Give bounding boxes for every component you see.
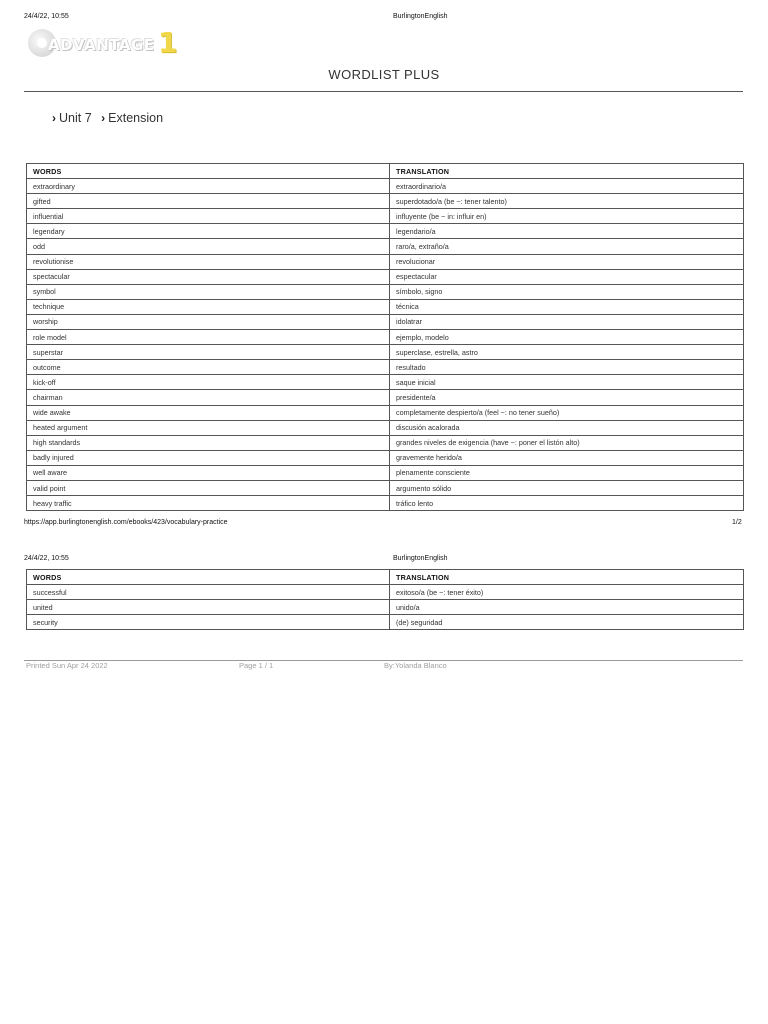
breadcrumb-section[interactable] [101, 111, 163, 125]
table-row [27, 375, 744, 390]
header-datetime-page2: 24/4/22, 10:55 [24, 555, 69, 562]
translation-cell: resultado [390, 360, 744, 375]
translation-cell: grandes niveles de exigencia (have ~: poner el listón alto) [390, 435, 744, 450]
table-row [27, 209, 744, 224]
word-cell: high standards [27, 435, 390, 450]
translation-cell: idolatrar [390, 314, 744, 329]
table-row [27, 194, 744, 209]
table-row [27, 615, 744, 630]
header-datetime: 24/4/22, 10:55 [24, 13, 69, 20]
word-cell: extraordinary [27, 179, 390, 194]
advantage-logo [28, 26, 178, 59]
page-url: https://app.burlingtonenglish.com/ebooks/423/vocabulary-practice [24, 519, 228, 526]
word-cell: technique [27, 299, 390, 314]
word-cell: badly injured [27, 450, 390, 465]
word-cell: role model [27, 330, 390, 345]
table-row [27, 284, 744, 299]
translation-cell: legendario/a [390, 224, 744, 239]
table-row [27, 239, 744, 254]
translation-cell: unido/a [390, 600, 744, 615]
table-row [27, 496, 744, 511]
word-cell: odd [27, 239, 390, 254]
translation-cell: revolucionar [390, 254, 744, 269]
word-cell: influential [27, 209, 390, 224]
wordlist-table-continued [26, 569, 744, 630]
table-row [27, 330, 744, 345]
translation-cell: superdotado/a (be ~: tener talento) [390, 194, 744, 209]
word-cell: heavy traffic [27, 496, 390, 511]
table-row [27, 420, 744, 435]
printed-by: By:Yolanda Blanco [384, 661, 447, 670]
table-row [27, 405, 744, 420]
breadcrumb-section-label: Extension [108, 111, 164, 125]
word-cell: legendary [27, 224, 390, 239]
word-cell: security [27, 615, 390, 630]
word-cell: revolutionise [27, 254, 390, 269]
translation-cell: completamente despierto/a (feel ~: no tener sueño) [390, 405, 744, 420]
word-cell: outcome [27, 360, 390, 375]
translation-cell: discusión acalorada [390, 420, 744, 435]
column-header-words: WORDS [27, 164, 390, 179]
word-cell: spectacular [27, 269, 390, 284]
breadcrumb [52, 111, 169, 125]
printed-date: Printed Sun Apr 24 2022 [26, 661, 108, 670]
table-row [27, 269, 744, 284]
table-row [27, 435, 744, 450]
translation-cell: raro/a, extraño/a [390, 239, 744, 254]
word-cell: successful [27, 585, 390, 600]
table-row [27, 390, 744, 405]
translation-cell: espectacular [390, 269, 744, 284]
logo-number: 1 [158, 26, 178, 59]
translation-cell: saque inicial [390, 375, 744, 390]
chevron-right-icon: › [101, 111, 106, 125]
table-row [27, 314, 744, 329]
breadcrumb-unit-label: Unit 7 [59, 111, 92, 125]
table-row [27, 585, 744, 600]
translation-cell: técnica [390, 299, 744, 314]
breadcrumb-unit[interactable] [52, 111, 92, 125]
table-row [27, 345, 744, 360]
table-row [27, 299, 744, 314]
translation-cell: gravemente herido/a [390, 450, 744, 465]
translation-cell: superclase, estrella, astro [390, 345, 744, 360]
translation-cell: símbolo, signo [390, 284, 744, 299]
table-row [27, 254, 744, 269]
word-cell: well aware [27, 465, 390, 480]
translation-cell: ejemplo, modelo [390, 330, 744, 345]
table-row [27, 179, 744, 194]
translation-cell: extraordinario/a [390, 179, 744, 194]
word-cell: superstar [27, 345, 390, 360]
word-cell: chairman [27, 390, 390, 405]
translation-cell: presidente/a [390, 390, 744, 405]
translation-cell: argumento sólido [390, 480, 744, 495]
chevron-right-icon: › [52, 111, 56, 125]
table-row [27, 360, 744, 375]
table-row [27, 600, 744, 615]
header-site-name: BurlingtonEnglish [393, 13, 448, 20]
table-header-row [27, 164, 744, 179]
word-cell: gifted [27, 194, 390, 209]
translation-cell: exitoso/a (be ~: tener éxito) [390, 585, 744, 600]
title-divider [24, 91, 743, 92]
table-row [27, 450, 744, 465]
logo-wordmark: ADVANTAGE [48, 36, 155, 54]
wordlist-table [26, 163, 744, 511]
translation-cell: influyente (be ~ in: influir en) [390, 209, 744, 224]
print-page-count: Page 1 / 1 [239, 661, 274, 670]
translation-cell: tráfico lento [390, 496, 744, 511]
word-cell: wide awake [27, 405, 390, 420]
word-cell: symbol [27, 284, 390, 299]
page-title: WORDLIST PLUS [328, 67, 440, 82]
word-cell: valid point [27, 480, 390, 495]
column-header-translation: TRANSLATION [390, 570, 744, 585]
column-header-translation: TRANSLATION [390, 164, 744, 179]
word-cell: united [27, 600, 390, 615]
table-header-row [27, 570, 744, 585]
header-site-name-page2: BurlingtonEnglish [393, 555, 448, 562]
column-header-words: WORDS [27, 570, 390, 585]
table-row [27, 465, 744, 480]
word-cell: worship [27, 314, 390, 329]
word-cell: kick-off [27, 375, 390, 390]
word-cell: heated argument [27, 420, 390, 435]
table-row [27, 480, 744, 495]
table-row [27, 224, 744, 239]
page-number: 1/2 [732, 519, 742, 526]
translation-cell: plenamente consciente [390, 465, 744, 480]
translation-cell: (de) seguridad [390, 615, 744, 630]
